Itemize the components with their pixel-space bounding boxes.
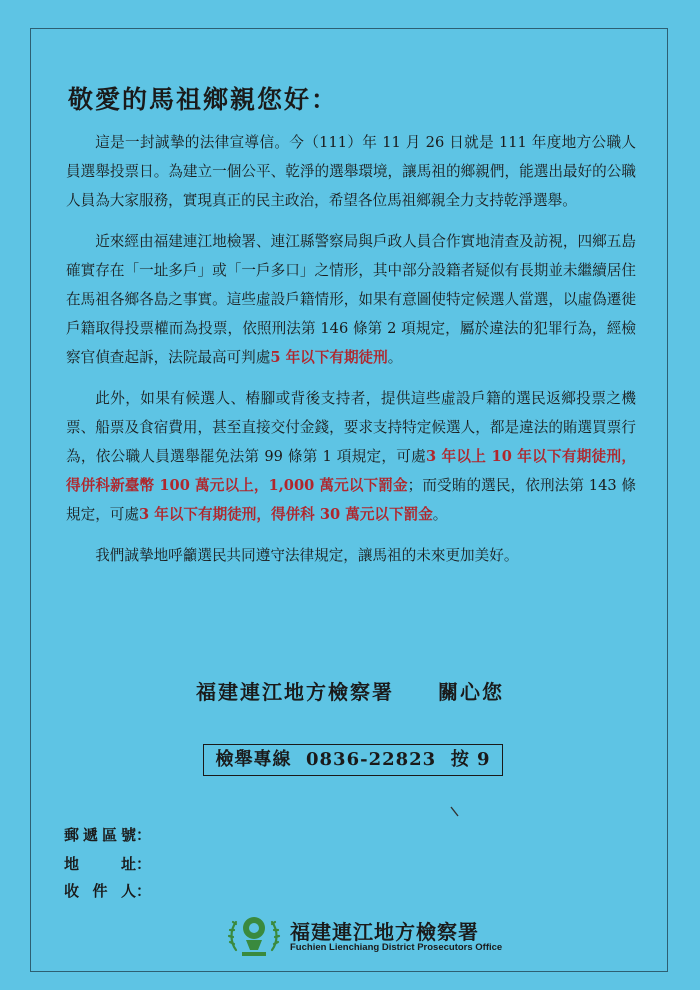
letter-body [66, 128, 636, 582]
paragraph-end: 。 [387, 349, 403, 366]
letter-greeting: 敬愛的馬祖鄉親您好： [68, 85, 339, 114]
hotline-box: 檢舉專線 0836-22823 按 9 [203, 744, 503, 776]
colon: ： [136, 882, 152, 900]
paragraph-household-registration [66, 227, 636, 372]
postal-code-label: 郵遞區號 [64, 826, 136, 844]
recipient-label: 收件人 [64, 882, 136, 900]
paragraph-end: 。 [432, 506, 448, 523]
penalty-highlight: 5 年以下有期徒刑 [270, 349, 388, 366]
recipient-row [64, 880, 151, 901]
postal-code-row [64, 824, 151, 845]
paragraph-appeal: 我們誠摯地呼籲選民共同遵守法律規定，讓馬祖的未來更加美好。 [95, 547, 519, 564]
address-row [64, 853, 151, 874]
address-label: 地址 [64, 855, 136, 873]
pen-mark [450, 806, 460, 818]
signature-greeting: 關心您 [438, 680, 504, 704]
office-name-chinese: 福建連江地方檢察署 [290, 920, 479, 944]
colon: ： [136, 855, 152, 873]
paragraph-text: 近來經由福建連江地檢署、連江縣警察局與戶政人員合作實地清查及訪視，四鄉五島確實存在「一址多戶」或「一戶多口」之情形，其中部分設籍者疑似有長期並未繼續居住在馬祖各鄉各島之事實。這些虛設戶籍情形，如果有意圖使特定候選人當選，以虛偽遷徙戶籍取得投票權而為投票，依照刑法第 146 條第 2 項規定，屬於違法的犯罪行為，經檢察官偵查起訴，法院最高可判處 [66, 233, 636, 366]
office-name-english: Fuchien Lienchiang District Prosecutors Office [290, 942, 503, 953]
paragraph-mid: ；而受賄的選民，依刑法第 143 條規定，可處 [66, 477, 636, 523]
signature-org: 福建連江地方檢察署 [196, 680, 394, 704]
prosecutors-office-logo-icon [226, 906, 282, 962]
colon: ： [136, 826, 152, 844]
penalty-highlight: 3 年以上 10 年以下有期徒刑，得併科新臺幣 100 萬元以上，1,000 萬元以下罰金 [66, 448, 636, 494]
paragraph-vote-buying [66, 384, 636, 529]
paragraph-intro: 這是一封誠摯的法律宣導信。今（111）年 11 月 26 日就是 111 年度地方公職人員選舉投票日。為建立一個公平、乾淨的選舉環境，讓馬祖的鄉親們，能選出最好的公職人員為大家服務，實現真正的民主政治，希望各位馬祖鄉親全力支持乾淨選舉。 [66, 134, 636, 209]
paragraph-text: 此外，如果有候選人、樁腳或背後支持者，提供這些虛設戶籍的選民返鄉投票之機票、船票及食宿費用，甚至直接交付金錢，要求支持特定候選人，都是違法的賄選買票行為，依公職人員選舉罷免法第 99 條第 1 項規定，可處 [66, 390, 636, 465]
signature-line [0, 676, 700, 705]
penalty-highlight: 3 年以下有期徒刑，得併科 30 萬元以下罰金 [138, 506, 433, 523]
